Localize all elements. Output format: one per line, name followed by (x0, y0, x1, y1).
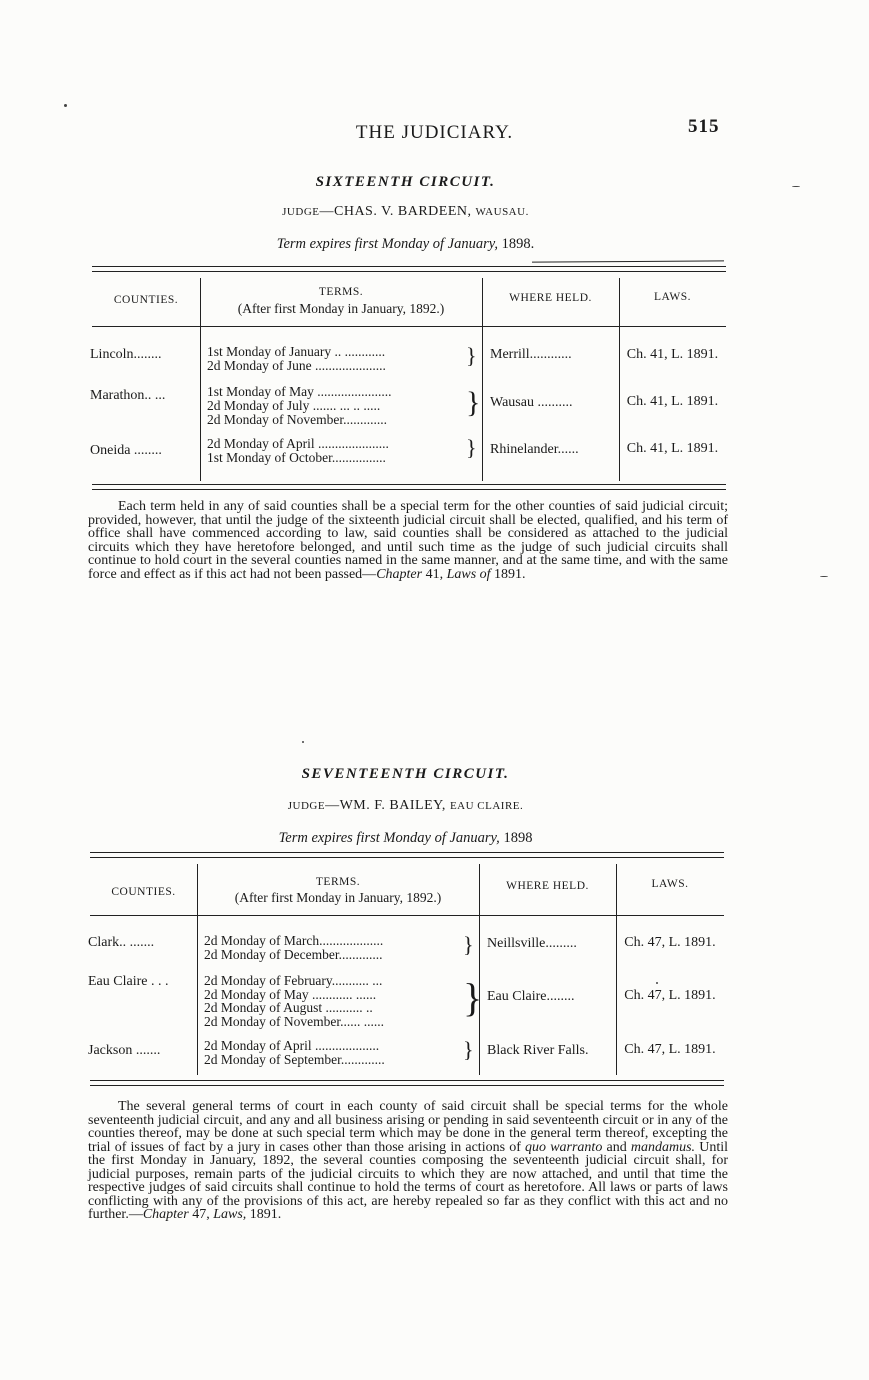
term-entry: 1st Monday of May ...................... (207, 384, 392, 399)
speck (302, 741, 304, 743)
where-cell: Eau Claire........ (487, 989, 575, 1004)
note-text: Each term held in any of said counties shall be a special term for the other counties of said judicial circuit; provided, however, that until the judge of the sixteenth judicial circuit shall be elected, qualified, and his term of office shall have commenced according to law, said counties shall be considered as attached to the judicial circuits which they have heretofore belonged, and until such time as the judge of such judicial circuits shall continue to hold court in the several counties named in the same manner, and at the same time, and with the same force and effect as if this act had not been passed— (88, 499, 728, 582)
brace: } (463, 1037, 474, 1062)
citation-chapter: Chapter (142, 1207, 189, 1222)
terms-cell (207, 385, 392, 427)
col-header-counties: COUNTIES. (111, 886, 176, 898)
expiry-text: Term expires first Monday of January, (276, 236, 502, 252)
table-top-rule (92, 266, 726, 272)
term-expiry (0, 830, 811, 847)
laws-cell: Ch. 41, L. 1891. (626, 347, 719, 362)
expiry-year: 1898. (501, 236, 535, 252)
terms-cell (204, 934, 383, 962)
judge-name: —WM. F. BAILEY, (325, 798, 450, 813)
county-cell: Marathon.. ... (90, 388, 166, 403)
judge-name: —CHAS. V. BARDEEN, (319, 204, 476, 219)
term-entry: 2d Monday of April ..................... (207, 436, 389, 451)
col-header-counties: COUNTIES. (113, 294, 179, 306)
running-head: THE JUDICIARY. (355, 122, 514, 143)
header-rule (92, 326, 726, 327)
county-cell: Lincoln........ (90, 347, 162, 362)
where-cell: Wausau .......... (490, 395, 573, 410)
expiry-year: 1898 (503, 830, 533, 846)
circuit-title: SIXTEENTH CIRCUIT. (315, 174, 496, 190)
brace: } (466, 343, 477, 368)
laws-cell: Ch. 47, L. 1891. (624, 935, 716, 950)
col-header-where: WHERE HELD. (509, 292, 592, 304)
term-entry: 2d Monday of November............. (207, 412, 387, 427)
citation-laws: Laws of (446, 566, 491, 582)
county-cell: Jackson ....... (88, 1043, 161, 1058)
note-text: The several general terms of court in each county of said circuit shall be special terms for the whole seventeenth judicial circuit, and any and all business arising or pending in said seventeenth circuit or in any of the counties thereof, may be done at such special term which may be done in the general term thereof, excepting the trial of issues of fact by a jury in cases other than those arising in actions of (88, 1099, 728, 1155)
judge-place: WAUSAU. (475, 206, 529, 218)
term-entry: 2d Monday of July ....... ... .. ..... (207, 398, 381, 413)
expiry-text: Term expires first Monday of January, (278, 830, 504, 846)
statute-note (88, 1100, 728, 1222)
term-entry: 2d Monday of May ............ ...... (204, 986, 377, 1002)
terms-cell (207, 345, 386, 373)
col-header-laws: LAWS. (651, 878, 689, 890)
statute-note (88, 500, 728, 581)
brace: } (466, 435, 477, 460)
where-cell: Black River Falls. (487, 1043, 589, 1058)
col-header-laws: LAWS. (653, 291, 692, 303)
term-entry: 2d Monday of August ........... .. (204, 1000, 373, 1015)
citation-chapter: Chapter (376, 566, 423, 582)
county-cell: Oneida ........ (90, 443, 162, 458)
term-entry: 1st Monday of October................ (207, 450, 386, 465)
term-entry: 2d Monday of November...... ...... (204, 1013, 384, 1029)
speck (64, 104, 67, 107)
table-bottom-rule (92, 484, 726, 490)
judge-place: EAU CLAIRE. (449, 800, 524, 812)
laws-cell: Ch. 47, L. 1891. (624, 988, 716, 1003)
laws-cell: Ch. 41, L. 1891. (626, 394, 719, 409)
where-cell: Rhinelander...... (490, 442, 579, 457)
table-top-rule (90, 852, 724, 858)
term-entry: 2d Monday of April ................... (204, 1038, 380, 1053)
laws-cell: Ch. 41, L. 1891. (626, 441, 719, 456)
term-entry: 2d Monday of February........... ... (204, 973, 383, 988)
col-header-where: WHERE HELD. (506, 880, 589, 892)
speck (820, 576, 828, 577)
note-italic: quo warranto (525, 1139, 603, 1155)
judge-line (0, 204, 811, 220)
header-rule (90, 915, 724, 916)
col-divider (482, 278, 483, 481)
speck (656, 982, 658, 984)
where-cell: Merrill............ (490, 347, 572, 362)
county-cell: Clark.. ....... (88, 935, 155, 950)
note-text: Until the first Monday in January, 1892, the several counties composing the seventeenth judicial circuit shall, for judicial purposes, remain parts of the judicial circuits to which they are now attached, and until that time the respective judges of said circuits shall continue to hold the terms of court as heretofore. All laws or parts of laws conflicting with any of the provisions of this act, are hereby repealed so far as they conflict with this act and no further.— (88, 1139, 728, 1222)
page-number: 515 (688, 116, 720, 137)
citation-year: 1891. (246, 1207, 282, 1222)
brace: } (466, 386, 481, 419)
note-and: and (602, 1139, 631, 1155)
col-header-terms-sub: (After first Monday in January, 1892.) (237, 301, 445, 316)
terms-cell (204, 1039, 385, 1067)
circuit-title: SEVENTEENTH CIRCUIT. (301, 766, 510, 782)
col-header-terms-sub: (After first Monday in January, 1892.) (234, 890, 442, 905)
where-cell: Neillsville......... (487, 936, 577, 951)
citation-year: 1891. (490, 566, 526, 582)
rule-flourish (532, 260, 724, 262)
brace: } (463, 932, 474, 957)
county-cell: Eau Claire . . . (88, 974, 169, 989)
judge-line (0, 798, 811, 814)
term-entry: 2d Monday of September............. (204, 1052, 385, 1067)
table-bottom-rule (90, 1080, 724, 1086)
terms-cell (204, 974, 384, 1028)
term-entry: 2d Monday of June ..................... (207, 358, 386, 373)
col-header-terms: TERMS. (315, 876, 361, 888)
col-header-terms: TERMS. (318, 286, 364, 298)
citation-number: 47, (188, 1207, 214, 1222)
term-entry: 2d Monday of March................... (204, 933, 384, 948)
term-entry: 2d Monday of December............. (204, 947, 383, 962)
judge-prefix: JUDGE (287, 800, 326, 812)
note-italic: mandamus. (630, 1139, 696, 1155)
laws-cell: Ch. 47, L. 1891. (624, 1042, 716, 1057)
citation-number: 41, (422, 566, 447, 582)
citation-laws: Laws, (213, 1207, 247, 1222)
term-expiry (0, 236, 811, 253)
terms-cell (207, 437, 389, 465)
brace: } (463, 975, 483, 1020)
judge-prefix: JUDGE (282, 206, 320, 218)
term-entry: 1st Monday of January .. ............ (207, 344, 386, 359)
